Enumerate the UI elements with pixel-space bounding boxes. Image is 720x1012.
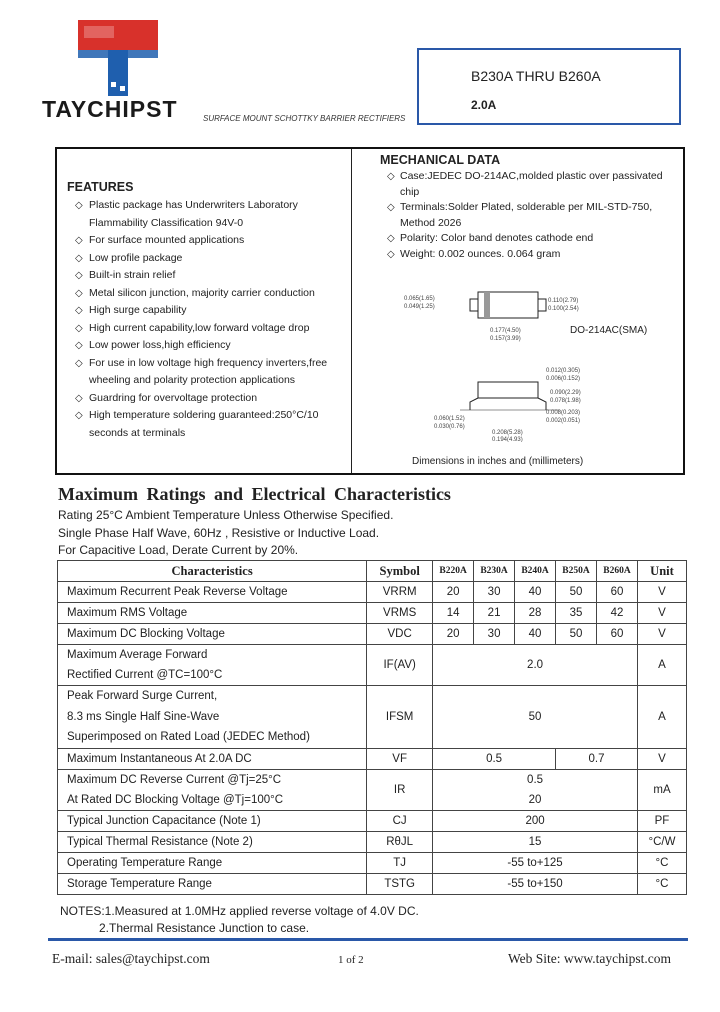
value-cell: 15 bbox=[433, 832, 638, 853]
char-line: Rectified Current @TC=100°C bbox=[67, 669, 223, 681]
dim-label: 0.157(3.99) bbox=[490, 336, 521, 342]
col-header: B220A bbox=[433, 561, 474, 582]
dim-label: 0.012(0.305) bbox=[546, 368, 581, 374]
symbol-cell: IF(AV) bbox=[367, 645, 433, 686]
list-item: ◇ Weight: 0.002 ounces. 0.064 gram bbox=[387, 247, 677, 263]
list-item: ◇ High current capability,low forward voltage drop bbox=[75, 320, 345, 338]
symbol-cell: TJ bbox=[367, 853, 433, 874]
unit-cell: V bbox=[637, 749, 686, 770]
features-list bbox=[75, 197, 345, 442]
char-cell: Storage Temperature Range bbox=[58, 874, 367, 895]
dim-label: 0.030(0.76) bbox=[434, 424, 465, 430]
unit-cell: A bbox=[637, 686, 686, 749]
list-item: ◇ For use in low voltage high frequency inverters,free wheeling and polarity protection applications bbox=[75, 355, 345, 390]
unit-cell: V bbox=[637, 624, 686, 645]
value-cell: 28 bbox=[515, 603, 556, 624]
char-cell: Typical Junction Capacitance (Note 1) bbox=[58, 811, 367, 832]
col-header: Unit bbox=[637, 561, 686, 582]
dim-label: 0.049(1.25) bbox=[404, 304, 435, 310]
table-row bbox=[58, 749, 687, 770]
symbol-cell: IR bbox=[367, 770, 433, 811]
value-cell: 0.5 bbox=[433, 749, 556, 770]
value-cell: 50 bbox=[433, 686, 638, 749]
symbol-cell: TSTG bbox=[367, 874, 433, 895]
rating-condition: Rating 25°C Ambient Temperature Unless Otherwise Specified. bbox=[58, 508, 394, 522]
symbol-cell: VF bbox=[367, 749, 433, 770]
value-cell: -55 to+150 bbox=[433, 874, 638, 895]
unit-cell: °C/W bbox=[637, 832, 686, 853]
list-item: ◇ Polarity: Color band denotes cathode end bbox=[387, 231, 677, 247]
dimensions-note: Dimensions in inches and (millimeters) bbox=[412, 456, 584, 467]
value-cell: 30 bbox=[474, 582, 515, 603]
unit-cell: °C bbox=[637, 874, 686, 895]
col-header: B230A bbox=[474, 561, 515, 582]
value-cell: 30 bbox=[474, 624, 515, 645]
ratings-title: Maximum Ratings and Electrical Characteristics bbox=[58, 484, 451, 504]
col-header: Characteristics bbox=[58, 561, 367, 582]
value-cell: 200 bbox=[433, 811, 638, 832]
symbol-cell: RθJL bbox=[367, 832, 433, 853]
dim-label: 0.060(1.52) bbox=[434, 416, 465, 422]
brand-name: TAYCHIPST bbox=[42, 96, 178, 122]
value-cell: 14 bbox=[433, 603, 474, 624]
package-drawing bbox=[400, 282, 680, 442]
symbol-cell: VRRM bbox=[367, 582, 433, 603]
dim-label: 0.078(1.98) bbox=[550, 398, 581, 404]
col-header: Symbol bbox=[367, 561, 433, 582]
value-line: 0.5 bbox=[527, 774, 544, 786]
value-line: 20 bbox=[528, 794, 542, 806]
table-row bbox=[58, 645, 687, 686]
value-cell: 40 bbox=[515, 582, 556, 603]
list-item: ◇ Low profile package bbox=[75, 250, 345, 268]
unit-cell: PF bbox=[637, 811, 686, 832]
current-rating: 2.0A bbox=[471, 98, 497, 112]
dim-label: 0.208(5.28) bbox=[492, 430, 523, 436]
value-cell: 40 bbox=[515, 624, 556, 645]
dim-label: 0.194(4.93) bbox=[492, 437, 523, 442]
list-item: ◇ High temperature soldering guaranteed:250°C/10 seconds at terminals bbox=[75, 407, 345, 442]
char-cell: Maximum Instantaneous At 2.0A DC bbox=[58, 749, 367, 770]
note-1: NOTES:1.Measured at 1.0MHz applied reverse voltage of 4.0V DC. bbox=[60, 904, 419, 918]
table-row bbox=[58, 624, 687, 645]
table-row bbox=[58, 582, 687, 603]
col-header: B240A bbox=[515, 561, 556, 582]
tagline: SURFACE MOUNT SCHOTTKY BARRIER RECTIFIERS bbox=[203, 114, 406, 123]
value-cell: 50 bbox=[556, 624, 597, 645]
value-cell: 60 bbox=[597, 624, 638, 645]
page-number: 1 of 2 bbox=[338, 954, 364, 966]
footer-website[interactable]: Web Site: www.taychipst.com bbox=[508, 951, 672, 966]
value-cell: 42 bbox=[597, 603, 638, 624]
col-header: B260A bbox=[597, 561, 638, 582]
value-cell: 35 bbox=[556, 603, 597, 624]
symbol-cell: VRMS bbox=[367, 603, 433, 624]
char-cell bbox=[58, 770, 367, 811]
table-header-row bbox=[58, 561, 687, 582]
list-item: ◇ Built-in strain relief bbox=[75, 267, 345, 285]
package-name: DO-214AC(SMA) bbox=[570, 325, 648, 336]
value-cell: 2.0 bbox=[433, 645, 638, 686]
box-divider bbox=[351, 149, 352, 473]
title-box bbox=[417, 48, 681, 125]
char-cell: Operating Temperature Range bbox=[58, 853, 367, 874]
value-cell: 20 bbox=[433, 624, 474, 645]
value-cell: 21 bbox=[474, 603, 515, 624]
char-line: Superimposed on Rated Load (JEDEC Method) bbox=[67, 731, 310, 744]
unit-cell: A bbox=[637, 645, 686, 686]
table-row bbox=[58, 832, 687, 853]
dim-label: 0.090(2.29) bbox=[550, 390, 581, 396]
list-item: ◇ Low power loss,high efficiency bbox=[75, 337, 345, 355]
list-item: ◇ Case:JEDEC DO-214AC,molded plastic over passivated chip bbox=[387, 169, 677, 200]
char-line: At Rated DC Blocking Voltage @Tj=100°C bbox=[67, 794, 284, 806]
dim-label: 0.065(1.65) bbox=[404, 296, 435, 302]
char-line: Peak Forward Surge Current, bbox=[67, 690, 218, 703]
rating-condition: For Capacitive Load, Derate Current by 20%. bbox=[58, 543, 299, 557]
table-row bbox=[58, 874, 687, 895]
list-item: ◇ High surge capability bbox=[75, 302, 345, 320]
table-row bbox=[58, 686, 687, 749]
unit-cell: V bbox=[637, 582, 686, 603]
char-cell: Maximum Recurrent Peak Reverse Voltage bbox=[58, 582, 367, 603]
char-line: 8.3 ms Single Half Sine-Wave bbox=[67, 710, 220, 723]
list-item: ◇ Terminals:Solder Plated, solderable per MIL-STD-750, Method 2026 bbox=[387, 200, 677, 231]
list-item: ◇ Metal silicon junction, majority carrier conduction bbox=[75, 285, 345, 303]
list-item: ◇ Guardring for overvoltage protection bbox=[75, 390, 345, 408]
footer-email[interactable]: E-mail: sales@taychipst.com bbox=[52, 951, 210, 966]
dim-label: 0.177(4.50) bbox=[490, 328, 521, 334]
mechanical-title: MECHANICAL DATA bbox=[380, 153, 501, 167]
unit-cell: °C bbox=[637, 853, 686, 874]
value-cell: 0.7 bbox=[556, 749, 638, 770]
symbol-cell: VDC bbox=[367, 624, 433, 645]
char-cell: Maximum DC Blocking Voltage bbox=[58, 624, 367, 645]
value-cell bbox=[433, 770, 638, 811]
char-cell: Maximum RMS Voltage bbox=[58, 603, 367, 624]
char-cell: Typical Thermal Resistance (Note 2) bbox=[58, 832, 367, 853]
dim-label: 0.110(2.79) bbox=[548, 298, 579, 304]
char-cell bbox=[58, 686, 367, 749]
list-item: ◇ For surface mounted applications bbox=[75, 232, 345, 250]
note-2: 2.Thermal Resistance Junction to case. bbox=[99, 921, 310, 935]
char-line: Maximum DC Reverse Current @Tj=25°C bbox=[67, 774, 282, 786]
footer-rule bbox=[48, 938, 688, 941]
value-cell: 60 bbox=[597, 582, 638, 603]
value-cell: -55 to+125 bbox=[433, 853, 638, 874]
features-title: FEATURES bbox=[67, 180, 134, 194]
value-cell: 20 bbox=[433, 582, 474, 603]
dim-label: 0.002(0.051) bbox=[546, 418, 581, 424]
notes bbox=[60, 903, 419, 937]
col-header: B250A bbox=[556, 561, 597, 582]
dim-label: 0.100(2.54) bbox=[548, 306, 579, 312]
unit-cell: V bbox=[637, 603, 686, 624]
symbol-cell: IFSM bbox=[367, 686, 433, 749]
char-line: Maximum Average Forward bbox=[67, 649, 208, 661]
rating-condition: Single Phase Half Wave, 60Hz , Resistive or Inductive Load. bbox=[58, 526, 380, 540]
table-row bbox=[58, 811, 687, 832]
list-item: ◇ Plastic package has Underwriters Laboratory Flammability Classification 94V-0 bbox=[75, 197, 345, 232]
table-row bbox=[58, 603, 687, 624]
table-row bbox=[58, 770, 687, 811]
symbol-cell: CJ bbox=[367, 811, 433, 832]
char-cell bbox=[58, 645, 367, 686]
dim-label: 0.008(0.203) bbox=[546, 410, 581, 416]
value-cell: 50 bbox=[556, 582, 597, 603]
table-row bbox=[58, 853, 687, 874]
taychipst-logo bbox=[78, 20, 158, 98]
dim-label: 0.006(0.152) bbox=[546, 376, 581, 382]
part-range: B230A THRU B260A bbox=[471, 68, 601, 84]
unit-cell: mA bbox=[637, 770, 686, 811]
ratings-table bbox=[57, 560, 687, 895]
mechanical-list bbox=[387, 169, 677, 262]
